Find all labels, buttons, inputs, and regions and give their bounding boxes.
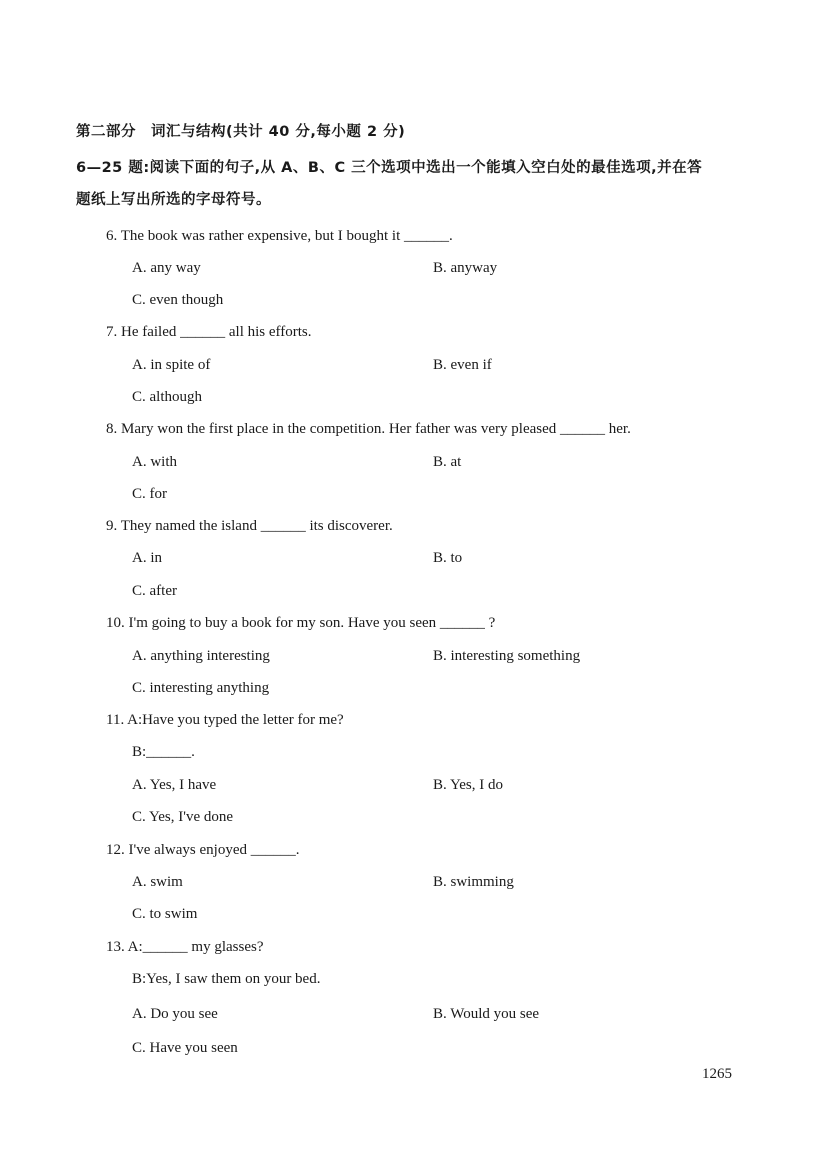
option-a: A. in <box>132 550 162 566</box>
option-b: B. interesting something <box>433 648 581 664</box>
option-c: C. although <box>132 389 202 405</box>
instructions-line-2: 题纸上写出所选的字母符号。 <box>76 192 271 208</box>
question-stem-b: B:Yes, I saw them on your bed. <box>132 971 321 987</box>
option-c: C. for <box>132 486 167 502</box>
option-b: B. at <box>433 454 462 470</box>
question-stem: 9. They named the island ______ its discoverer. <box>106 518 393 534</box>
option-c: C. to swim <box>132 906 198 922</box>
option-a: A. in spite of <box>132 357 211 373</box>
question-stem: 7. He failed ______ all his efforts. <box>106 324 312 340</box>
section-title: 第二部分 词汇与结构(共计 40 分,每小题 2 分) <box>76 124 406 140</box>
option-c: C. Yes, I've done <box>132 809 234 825</box>
option-b: B. to <box>433 550 463 566</box>
option-c: C. Have you seen <box>132 1040 238 1056</box>
option-c: C. interesting anything <box>132 680 270 696</box>
question-stem: 8. Mary won the first place in the competition. Her father was very pleased ______ her. <box>106 421 631 437</box>
question-stem: 10. I'm going to buy a book for my son. Have you seen ______ ? <box>106 615 496 631</box>
question-stem: 13. A:______ my glasses? <box>106 939 264 955</box>
option-a: A. with <box>132 454 177 470</box>
question-stem: 12. I've always enjoyed ______. <box>106 842 300 858</box>
question-stem: 11. A:Have you typed the letter for me? <box>106 712 344 728</box>
option-b: B. anyway <box>433 260 498 276</box>
option-b: B. Would you see <box>433 1006 540 1022</box>
option-b: B. swimming <box>433 874 514 890</box>
option-c: C. even though <box>132 292 224 308</box>
question-stem: 6. The book was rather expensive, but I bought it ______. <box>106 228 453 244</box>
option-b: B. even if <box>433 357 492 373</box>
option-a: A. Do you see <box>132 1006 218 1022</box>
question-stem-b: B:______. <box>132 744 195 760</box>
instructions-line-1: 6—25 题:阅读下面的句子,从 A、B、C 三个选项中选出一个能填入空白处的最佳选项,并在答 <box>76 160 703 176</box>
option-a: A. anything interesting <box>132 648 270 664</box>
option-a: A. Yes, I have <box>132 777 217 793</box>
option-a: A. swim <box>132 874 183 890</box>
option-b: B. Yes, I do <box>433 777 504 793</box>
option-a: A. any way <box>132 260 201 276</box>
page-number: 1265 <box>702 1066 732 1082</box>
option-c: C. after <box>132 583 177 599</box>
